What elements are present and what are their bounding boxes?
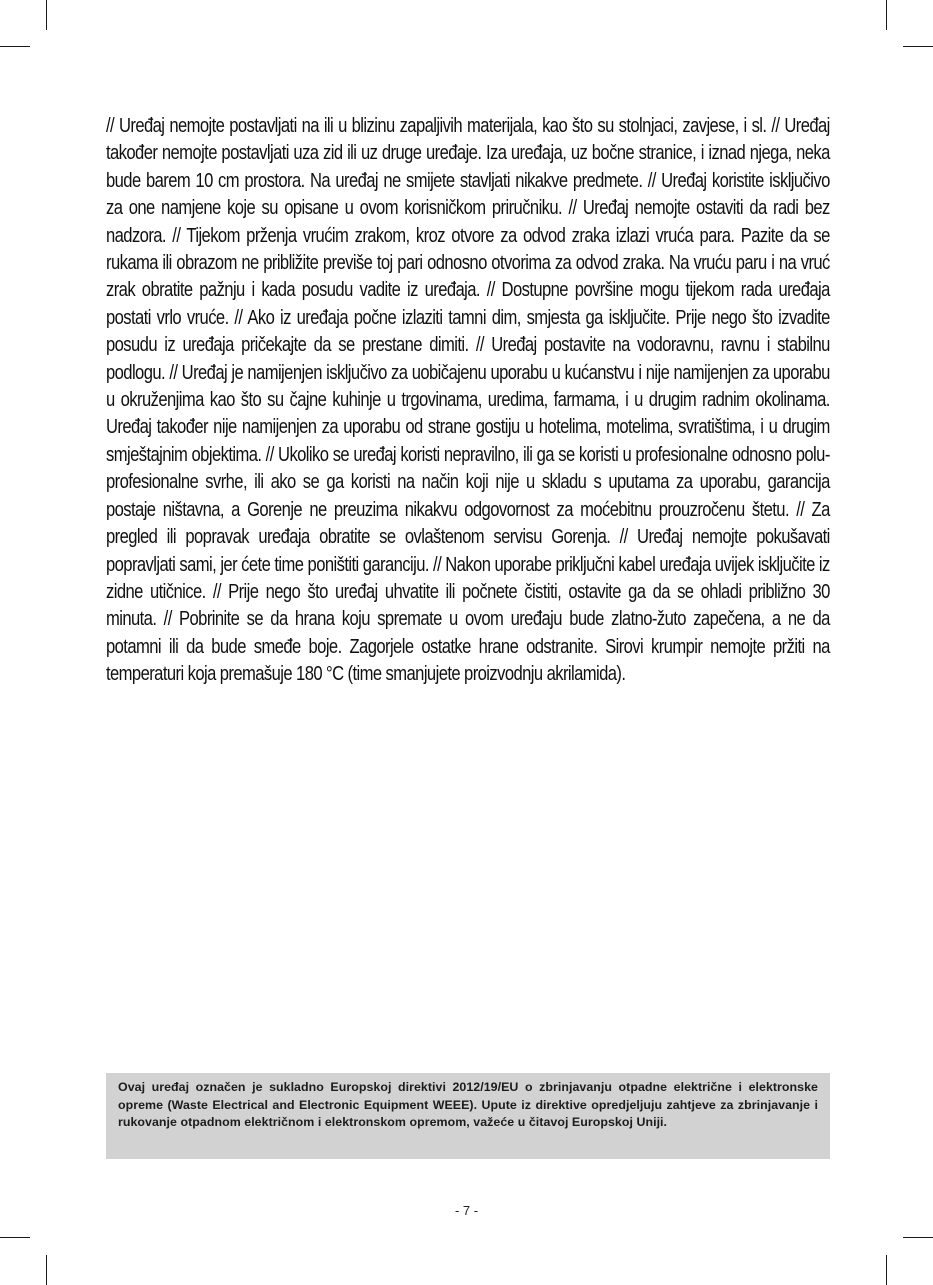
crop-mark-bottom-left-vertical [46, 1255, 47, 1285]
weee-notice-box [106, 1073, 830, 1159]
crop-mark-top-right-vertical [886, 0, 887, 30]
crop-mark-bottom-right-horizontal [903, 1237, 933, 1238]
safety-instructions-paragraph: // Uređaj nemojte postavljati na ili u blizinu zapaljivih materijala, kao što su stolnjaci, zavjese, i sl. // Uređaj također nemojte postavljati uza zid ili uz druge uređaje. Iza uređaja, uz bočne stranice, i iznad njega, neka bude barem 10 cm prostora. Na uređaj ne smijete stavljati nikakve predmete. // Uređaj koristite isključivo za one namjene koje su opisane u ovom korisničkom priručniku. // Uređaj nemojte ostaviti da radi bez nadzora. // Tijekom prženja vrućim zrakom, kroz otvore za odvod zraka izlazi vruća para. Pazite da se rukama ili obrazom ne približite previše toj pari odnosno otvorima za odvod zraka. Na vruću paru i na vruć zrak obratite pažnju i kada posudu vadite iz uređaja. // Dostupne površine mogu tijekom rada uređaja postati vrlo vruće. // Ako iz uređaja počne izlaziti tamni dim, smjesta ga isključite. Prije nego što izvadite posudu iz uređaja pričekajte da se prestane dimiti. // Uređaj postavite na vodoravnu, ravnu i stabilnu podlogu. // Uređaj je namijenjen isključivo za uobičajenu uporabu u kućanstvu i nije namijenjen za uporabu u okruženjima kao što su čajne kuhinje u trgovinama, uredima, farmama, i u drugim radnim okolinama. Uređaj također nije namijenjen za uporabu od strane gostiju u hotelima, motelima, svratištima, i u drugim smještajnim objektima. // Ukoliko se uređaj koristi nepravilno, ili ga se koristi u profesionalne odnosno polu-profesionalne svrhe, ili ako se ga koristi na način koji nije u skladu s uputama za uporabu, garancija postaje ništavna, a Gorenje ne preuzima nikakvu odgovornost za moćebitnu prouzročenu štetu. // Za pregled ili popravak uređaja obratite se ovlaštenom servisu Gorenja. // Uređaj nemojte pokušavati popravljati sami, jer ćete time poništiti garanciju. // Nakon uporabe priključni kabel uređaja uvijek isključite iz zidne utičnice. // Prije nego što uređaj uhvatite ili počnete čistiti, ostavite ga da se ohladi približno 30 minuta. // Pobrinite se da hrana koju spremate u ovom uređaju bude zlatno-žuto zapečena, a ne da potamni ili da bude smeđe boje. Zagorjele ostatke hrane odstranite. Sirovi krumpir nemojte pržiti na temperaturi koja premašuje 180 °C (time smanjujete proizvodnju akrilamida). [106, 115, 830, 686]
crop-mark-bottom-right-vertical [886, 1255, 887, 1285]
weee-notice-text: Ovaj uređaj označen je sukladno Europskoj direktivi 2012/19/EU o zbrinjavanju otpadne električne i elektronske opreme (Waste Electrical and Electronic Equipment WEEE). Upute iz direktive opredjeljuju zahtjeve za zbrinjavanje i rukovanje otpadnom električnom i elektronskom opremom, važeće u čitavoj Europskoj Uniji. [118, 1080, 818, 1130]
crop-mark-top-left-vertical [46, 0, 47, 30]
crop-mark-top-right-horizontal [903, 46, 933, 47]
page-number: - 7 - [454, 1203, 479, 1218]
crop-mark-top-left-horizontal [0, 46, 30, 47]
crop-mark-bottom-left-horizontal [0, 1237, 30, 1238]
